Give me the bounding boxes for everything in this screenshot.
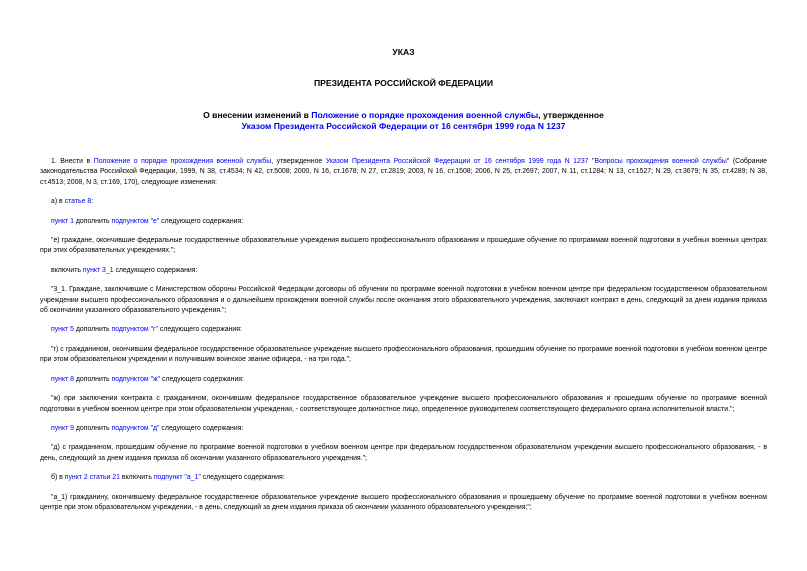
text: включить	[120, 474, 154, 482]
quote-a3: "г) с гражданином, окончившим федеральное государственное образовательное учреждение высшего профессионального образования, прошедшим обучение по программе военной подготовки в учебном военном центре при этом образовательном учреждении и получившим воинское звание офицера, - на три года.";	[40, 345, 767, 364]
link-decree[interactable]: Указом Президента Российской Федерации от 16 сентября 1999 года N 1237	[325, 158, 589, 165]
quote-a5: "д) с гражданином, прошедшим обучение по программе военной подготовки в учебном военном центре при федеральном государственном образовательном учреждении высшего профессионального образования, - в день, следующий за днем издания приказа об окончании указанного образовательного учреждения.";	[40, 444, 767, 462]
paragraph-a1	[40, 217, 767, 227]
text: " (Собрание законодательства Российской Федерации, 1999, N 38, ст.4534; N 42, ст.5008; 2000, N 16, ст.1678; N 27, ст.2819; 2003, N 16, ст.1508; 2006, N 25, ст.2697; 2007, N 11, ст.1284; N 13, ст.1527; N 29, ст.3679; N 35, ст.4289; N 38, ст.4513; 2008, N 3, ст.169, 170), следующие изменения:	[40, 158, 768, 186]
link-subitem-d[interactable]: подпунктом "д"	[111, 424, 160, 432]
text: дополнить	[73, 217, 112, 225]
link-item-1[interactable]: пункт 1	[51, 217, 74, 225]
text: дополнить	[73, 375, 112, 383]
paragraph-a	[40, 197, 767, 207]
paragraph-1	[40, 157, 767, 188]
link-item-5[interactable]: пункт 5	[51, 326, 74, 334]
paragraph-a2	[40, 266, 767, 276]
text: 1. Внести в	[51, 158, 94, 165]
doc-title: УКАЗ	[392, 47, 415, 57]
subject-text: , утвержденное	[538, 110, 604, 120]
text: а) в	[51, 198, 65, 206]
text: дополнить	[73, 326, 112, 334]
text: , утвержденное	[271, 158, 326, 165]
link-item-9[interactable]: пункт 9	[51, 424, 74, 432]
quote-b: "а_1) гражданину, окончившему федеральное государственное образовательное учреждение высшего профессионального образования и прошедшему обучение по программе военной подготовки в учебном военном центре при этом образовательном учреждении, - в день, следующий за днем издания приказа об окончании указанного образовательного учреждения;";	[40, 493, 767, 511]
text: следующего содержания:	[160, 375, 244, 383]
quote-a4: "ж) при заключении контракта с гражданином, окончившим федеральное государственное образовательное учреждение высшего профессионального образования и прошедшим обучение по программе военной подготовки в учебном военном центре при этом образовательном учреждении, - соответствующее должностное лицо, определенное руководителем соответствующего федерального органа исполнительной власти.";	[40, 395, 767, 413]
link-item-2-article-21[interactable]: пункт 2 статьи 21	[64, 474, 121, 482]
text: включить	[51, 266, 83, 274]
doc-issuer: ПРЕЗИДЕНТА РОССИЙСКОЙ ФЕДЕРАЦИИ	[313, 78, 494, 88]
paragraph-b	[40, 473, 767, 483]
link-regulation[interactable]: Положение о порядке прохождения военной службы	[311, 110, 539, 120]
text: следующего содержания:	[113, 266, 198, 274]
link-subitem-g[interactable]: подпунктом "г"	[111, 326, 158, 334]
text: б) в	[51, 474, 65, 482]
text: следующего содержания:	[157, 326, 242, 334]
link-decree[interactable]: Указом Президента Российской Федерации от 16 сентября 1999 года N 1237	[241, 121, 566, 131]
paragraph-a3	[40, 325, 767, 335]
link-decree-title[interactable]: Вопросы прохождения военной службы	[594, 158, 727, 165]
quote-a1: "е) граждане, окончившие федеральные государственные образовательные учреждения высшего профессионального образования и прошедшие обучение по программам военной подготовки в учебных военных центрах при этих образовательных учреждениях.";	[40, 237, 767, 255]
link-subitem-zh[interactable]: подпунктом "ж"	[111, 375, 161, 383]
doc-subject	[40, 89, 767, 132]
text: дополнить	[73, 424, 112, 432]
link-item-8[interactable]: пункт 8	[51, 375, 74, 383]
link-subitem-e[interactable]: подпунктом "е"	[111, 217, 160, 225]
paragraph-a4	[40, 375, 767, 385]
subject-text: О внесении изменений в	[203, 110, 312, 120]
text: следующего содержания:	[159, 424, 244, 432]
text: :	[91, 198, 94, 206]
quote-a2: "3_1. Граждане, заключившие с Министерством обороны Российской Федерации договоры об обучении по программе военной подготовки в учебном военном центре при федеральном государственном образовательном учреждении высшего профессионального образования и о дальнейшем прохождении военной службы после окончания этого образовательного учреждения, заключают контракт в день, следующий за днем издания приказа об окончании указанного образовательного учреждения.";	[40, 286, 767, 315]
link-item-3-1[interactable]: пункт 3_1	[82, 266, 114, 274]
text: следующего содержания:	[159, 217, 244, 225]
text: следующего содержания:	[200, 474, 285, 482]
link-article-8[interactable]: статье 8	[64, 198, 92, 206]
link-subitem-a1[interactable]: подпункт "а_1"	[153, 474, 201, 482]
paragraph-a5	[40, 424, 767, 434]
text: "	[588, 158, 595, 165]
link-regulation[interactable]: Положение о порядке прохождения военной службы	[93, 158, 272, 165]
